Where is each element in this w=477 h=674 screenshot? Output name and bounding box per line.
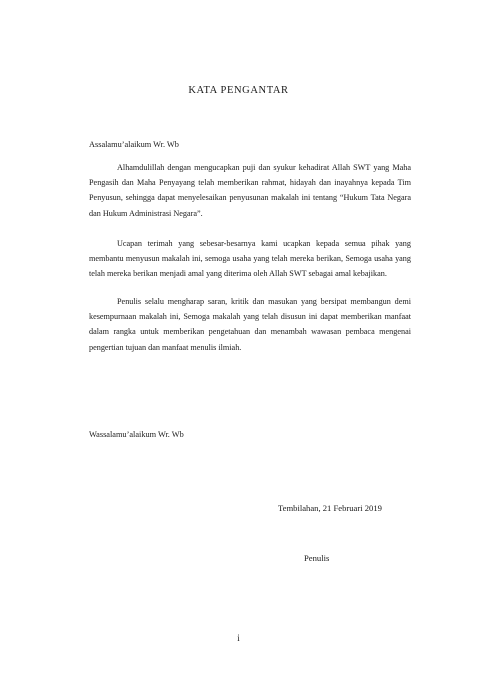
- place-and-date: Tembilahan, 21 Februari 2019: [278, 503, 382, 513]
- author-signature: Penulis: [304, 553, 330, 563]
- closing-greeting: Wassalamu’alaikum Wr. Wb: [89, 430, 184, 439]
- paragraph-gratitude: Alhamdulillah dengan mengucapkan puji dan syukur kehadirat Allah SWT yang Maha Pengasih dan Maha Penyayang telah memberikan rahmat, hidayah dan inayahnya kepada Tim Penyusun, sehingga dapat menyelesaikan penyusunan makalah ini tentang “Hukum Tata Negara dan Hukum Administrasi Negara”.: [89, 163, 411, 218]
- page-title: KATA PENGANTAR: [188, 85, 289, 96]
- opening-greeting: Assalamu’alaikum Wr. Wb: [89, 140, 179, 149]
- paragraph-feedback: Penulis selalu mengharap saran, kritik dan masukan yang bersipat membangun demi kesempurnaan makalah ini, Semoga makalah yang telah disusun ini dapat memberikan manfaat dalam rangka untuk memberikan pengetahuan dan menambah wawasan pembaca mengenai pengertian tujuan dan manfaat menulis ilmiah.: [89, 297, 411, 352]
- page-number: i: [237, 633, 240, 643]
- paragraph-thanks: Ucapan terimah yang sebesar-besarnya kami ucapkan kepada semua pihak yang membantu menyusun makalah ini, semoga usaha yang telah mereka berikan, Semoga usaha yang telah mereka berikan menjadi amal yang diterima oleh Allah SWT sebagai amal kebajikan.: [89, 239, 411, 279]
